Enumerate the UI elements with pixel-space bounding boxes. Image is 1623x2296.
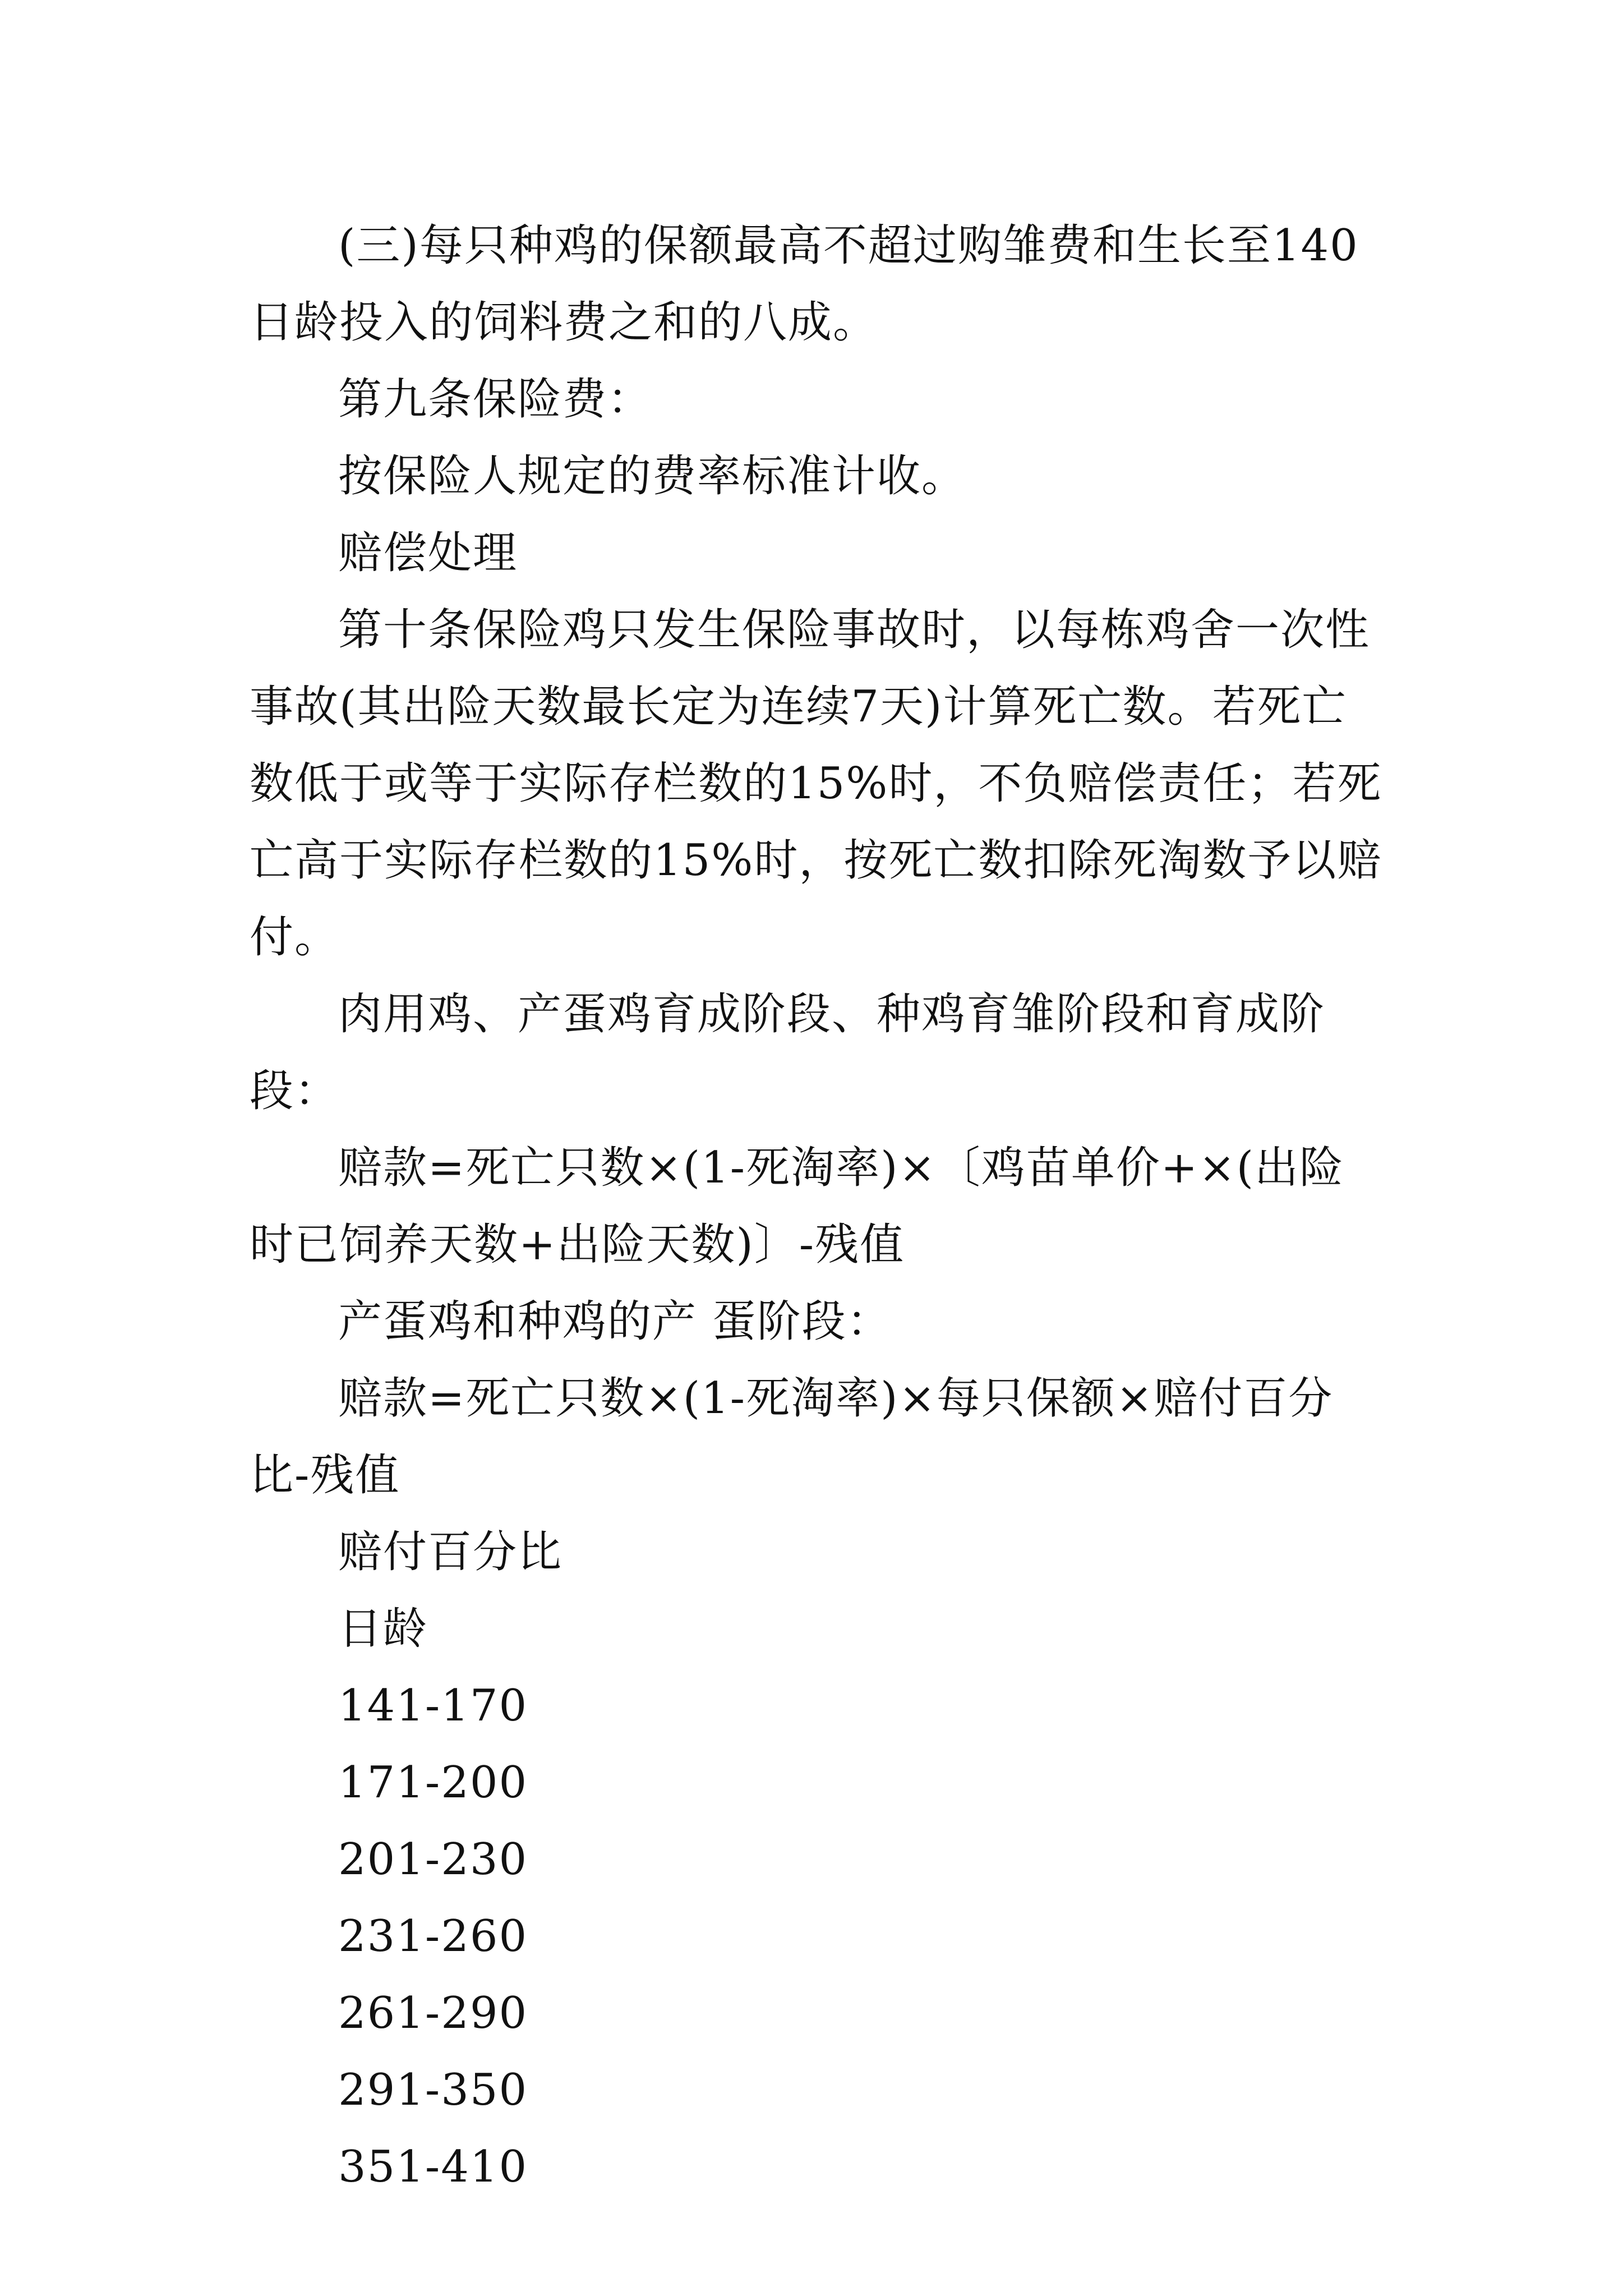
document-body xyxy=(250,208,1382,2206)
article-heading-premium: 第九条保险费： xyxy=(338,374,653,425)
paragraph-laying-stage: 产蛋鸡和种鸡的产 蛋阶段： xyxy=(338,1296,892,1347)
list-item: 291-350 xyxy=(338,2065,528,2115)
formula-laying-compensation: 赔款=死亡只数×(1-死淘率)×每只保额×赔付百分比-残值 xyxy=(250,1373,1334,1501)
list-item: 261-290 xyxy=(338,1988,528,2039)
paragraph-coverage-limit: (三)每只种鸡的保额最高不超过购雏费和生长至140日龄投入的饲料费之和的八成。 xyxy=(250,220,1359,348)
formula-broiler-compensation: 赔款=死亡只数×(1-死淘率)×〔鸡苗单价+×(出险时已饲养天数+出险天数)〕-残值 xyxy=(250,1143,1345,1270)
list-item: 351-410 xyxy=(338,2142,528,2192)
label-day-age: 日龄 xyxy=(338,1604,428,1654)
list-item: 141-170 xyxy=(338,1681,528,1731)
label-payout-percentage: 赔付百分比 xyxy=(338,1527,563,1577)
list-item: 171-200 xyxy=(338,1757,528,1808)
list-item: 201-230 xyxy=(338,1834,528,1885)
section-heading-claims: 赔偿处理 xyxy=(338,528,518,578)
paragraph-broiler-stages: 肉用鸡、产蛋鸡育成阶段、种鸡育雏阶段和育成阶段： xyxy=(250,989,1326,1116)
paragraph-article-ten: 第十条保险鸡只发生保险事故时，以每栋鸡舍一次性事故(其出险天数最长定为连续7天)计算死亡数。若死亡数低于或等于实际存栏数的15%时，不负赔偿责任；若死亡高于实际存栏数的15%时，按死亡数扣除死淘数予以赔付。 xyxy=(250,605,1382,963)
list-item: 231-260 xyxy=(338,1911,528,1962)
paragraph-premium-rate: 按保险人规定的费率标准计收。 xyxy=(338,451,967,501)
